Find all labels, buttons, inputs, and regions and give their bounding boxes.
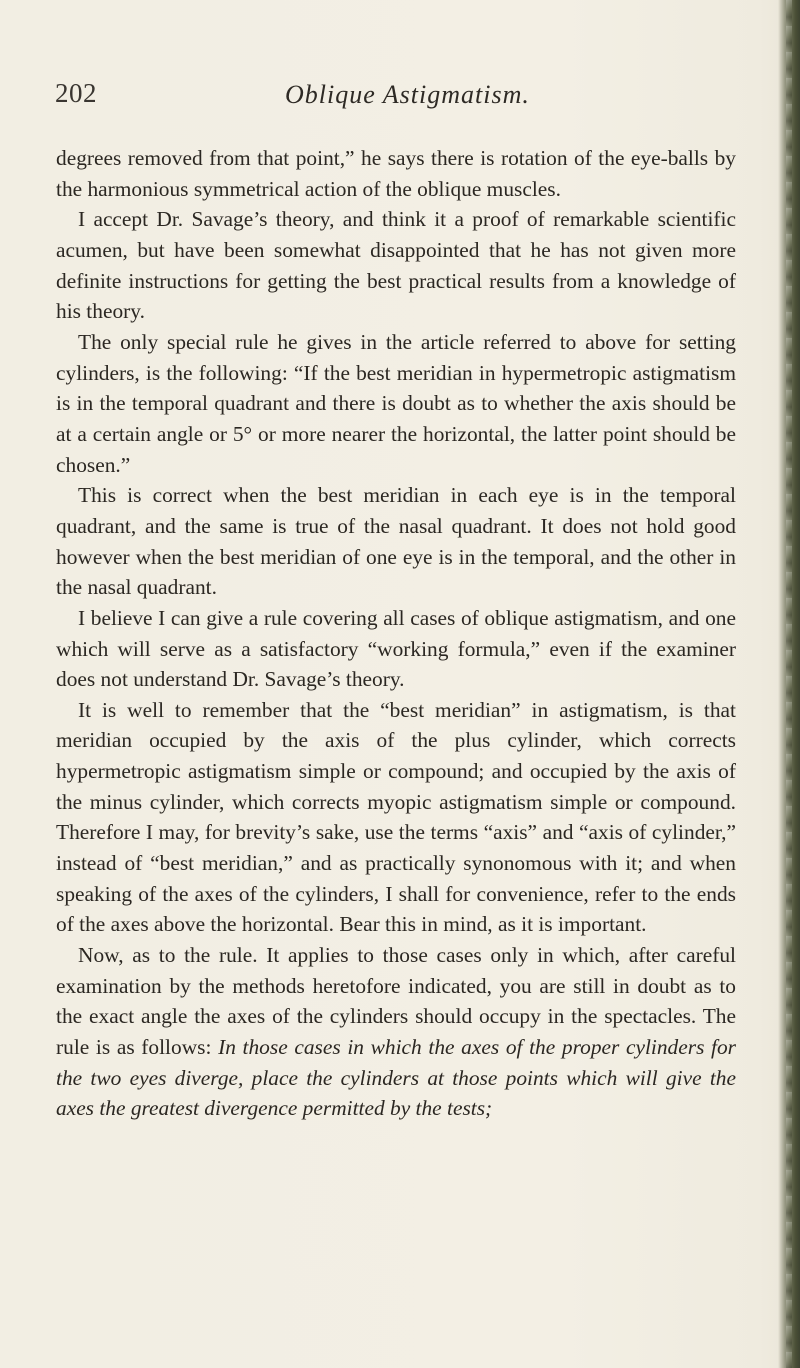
rule-statement: In those cases in which the axes of the proper cylinders for the two eyes diverge, place the cylinders at those points which will give the axes the greatest divergence permitted by the tests; xyxy=(56,1035,737,1121)
paragraph: I accept Dr. Savage’s theory, and think it a proof of remarkable scientific acumen, but have been somewhat disappointed that he has not given more definite instructions for getting the best practical results from a knowledge of his theory. xyxy=(56,207,736,324)
paragraph: It is well to remember that the “best meridian” in astigmatism, is that meridian occupied by the axis of the plus cylinder, which corrects hypermetropic astigmatism simple or compound; and occupied by the axis of the minus cylinder, which corrects myopic astigmatism simple or compound. Therefore I may, for brevity’s sake, use the terms “axis” and “axis of cylinder,” instead of “best meridian,” and as practically synonomous with it; and when speaking of the axes of the cylinders, I shall for convenience, refer to the ends of the axes above the horizontal. Bear this in mind, as it is important. xyxy=(56,697,736,937)
page-header xyxy=(55,78,735,118)
body-text xyxy=(56,143,736,1124)
page-number: 202 xyxy=(55,78,97,108)
paragraph: degrees removed from that point,” he says there is rotation of the eye-balls by the harmonious symmetrical action of the oblique muscles. xyxy=(56,146,736,201)
paragraph-text: Now, as to the rule. It applies to those cases only in which, after careful examination by the methods heretofore indicated, you are still in doubt as to the exact angle the axes of the cylinders should occupy in the spectacles. The rule is as follows: xyxy=(56,943,736,1060)
paragraph-rule xyxy=(56,940,736,1124)
running-title: Oblique Astigmatism. xyxy=(285,80,530,109)
paragraph: The only special rule he gives in the article referred to above for setting cylinders, is the following: “If the best meridian in hypermetropic astigmatism is in the temporal quadrant and there is doubt as to whether the axis should be at a certain angle or 5° or more nearer the horizontal, the latter point should be chosen.” xyxy=(56,329,736,477)
paragraph: I believe I can give a rule covering all cases of oblique astigmatism, and one which will serve as a satisfactory “working formula,” even if the examiner does not understand Dr. Savage’s theory. xyxy=(56,605,736,692)
page-edge-shadow xyxy=(778,0,800,1368)
paragraph: This is correct when the best meridian in each eye is in the temporal quadrant, and the same is true of the nasal quadrant. It does not hold good however when the best meridian of one eye is in the temporal, and the other in the nasal quadrant. xyxy=(56,483,736,600)
